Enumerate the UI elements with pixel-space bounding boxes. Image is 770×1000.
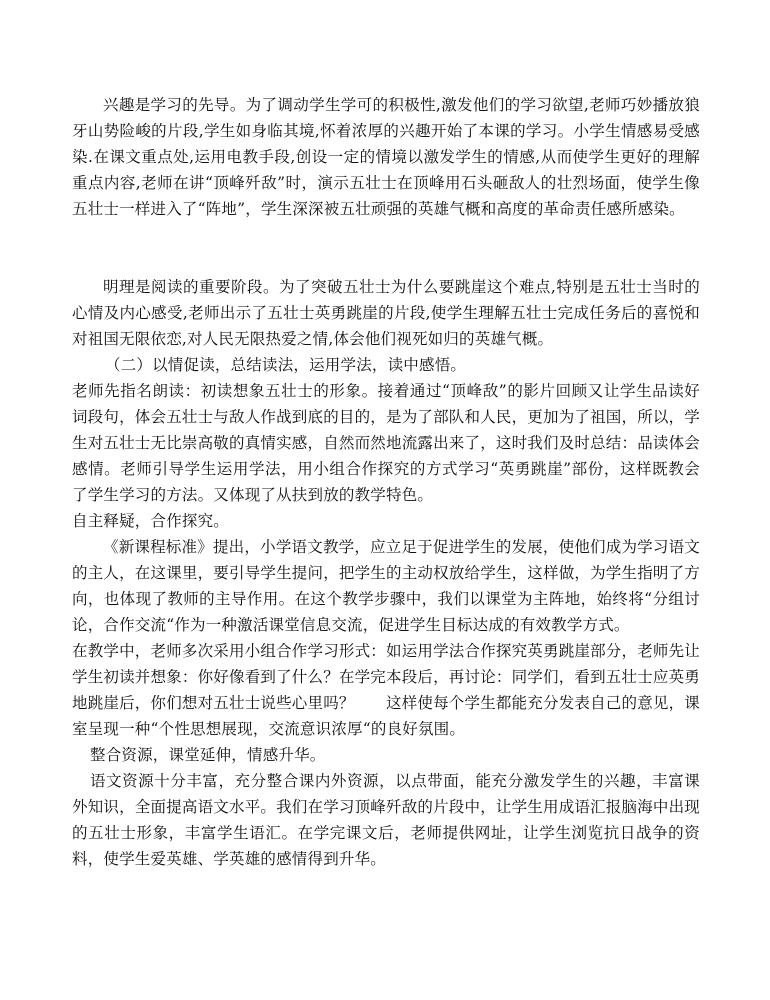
paragraph-interest: 兴趣是学习的先导。为了调动学生学可的积极性,激发他们的学习欲望,老师巧妙播放狼牙山势险峻的片段,学生如身临其境,怀着浓厚的兴趣开始了本课的学习。小学生情感易受感染.在课文重点处,运用电教手段,创设一定的情境以激发学生的情感,从而使学生更好的理解重点内容,老师在讲“顶峰歼敌”时，演示五壮士在顶峰用石头砸敌人的壮烈场面，使学生像五壮士一样进入了“阵地”，学生深深被五壮顽强的英雄气概和高度的革命责任感所感染。 (72, 96, 700, 218)
heading-self-study: 自主释疑，合作探究。 (72, 512, 230, 530)
heading-resources: 整合资源，课堂延伸，情感升华。 (90, 746, 326, 764)
paragraph-group-work: 在教学中，老师多次采用小组合作学习形式：如运用学法合作探究英勇跳崖部分，老师先让学生初读并想象：你好像看到了什么？在学完本段后，再讨论：同学们，看到五壮士应英勇地跳崖后，你们想对五壮士说些心里吗？ 这样使每个学生都能充分发表自己的意见，课室呈现一种“个性思想展现，交流意识浓厚“的良好氛围。 (72, 642, 701, 738)
paragraph-curriculum: 《新课程标准》提出，小学语文教学，应立足于促进学生的发展，使他们成为学习语文的主人，在这课里，要引导学生提问，把学生的主动权放给学生，这样做，为学生指明了方向，也体现了教师的主导作用。在这个教学步骤中，我们以课堂为主阵地，始终将“分组讨论，合作交流“作为一种激活课堂信息交流，促进学生目标达成的有效教学方式。 (72, 538, 701, 634)
document-page (72, 92, 700, 872)
section-heading-2: （二）以情促读，总结读法，运用学法，读中感悟。 (105, 356, 467, 374)
paragraph-reading: 老师先指名朗读：初读想象五壮士的形象。接着通过“顶峰敌”的影片回顾又让学生品读好词段句，体会五壮士与敌人作战到底的目的，是为了部队和人民，更加为了祖国，所以，学生对五壮士无比崇高敬的真情实感，自然而然地流露出来了，这时我们及时总结：品读体会感情。老师引导学生运用学法，用小组合作探究的方式学习“英勇跳崖”部份，这样既教会了学生学习的方法。又体现了从扶到放的教学特色。 (72, 382, 701, 504)
paragraph-resources: 语文资源十分丰富，充分整合课内外资源，以点带面，能充分激发学生的兴趣，丰富课外知识，全面提高语文水平。我们在学习顶峰歼敌的片段中，让学生用成语汇报脑海中出现的五壮士形象，丰富学生语汇。在学完课文后，老师提供网址，让学生浏览抗日战争的资料，使学生爱英雄、学英雄的感情得到升华。 (72, 772, 701, 868)
paragraph-reasoning: 明理是阅读的重要阶段。为了突破五壮士为什么要跳崖这个难点,特别是五壮士当时的心情及内心感受,老师出示了五壮士英勇跳崖的片段,使学生理解五壮士完成任务后的喜悦和对祖国无限依恋,对人民无限热爱之情,体会他们视死如归的英雄气概。 (72, 278, 700, 348)
